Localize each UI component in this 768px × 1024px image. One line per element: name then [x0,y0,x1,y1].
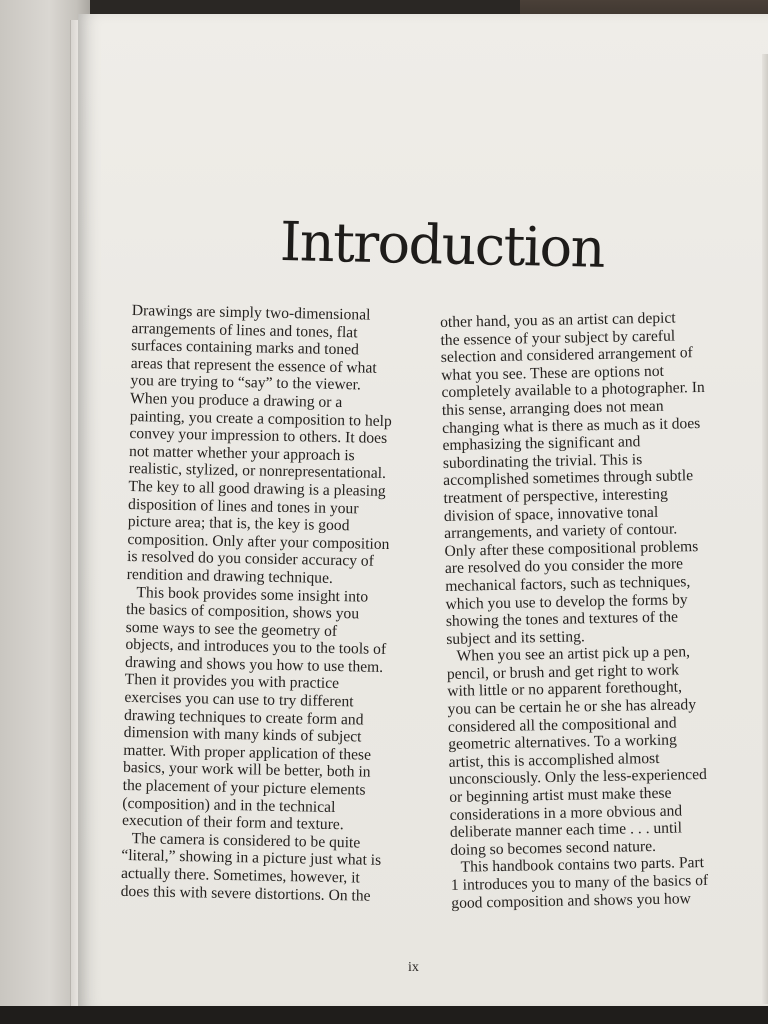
text-line: objects, and introduces you to the tools of [125,636,387,659]
text-line: Then it provides you with practice [124,671,340,693]
text-line: which you use to develop the forms by [445,590,688,613]
text-line: what you see. These are options not [441,362,665,384]
text-line: does this with severe distortions. On the [120,882,371,905]
text-line: arrangements, and variety of contour. [444,520,678,543]
text-line: subordinating the trivial. This is [442,450,643,472]
left-text-column [121,302,394,905]
text-line: the essence of your subject by careful [440,327,676,349]
text-line: mechanical factors, such as techniques, [445,573,691,595]
text-line: pencil, or brush and get right to work [446,661,680,683]
text-line: matter. With proper application of these [123,741,372,764]
text-line: This handbook contains two parts. Part [460,854,705,877]
text-line: composition. Only after your composition [127,530,390,553]
text-line: are resolved do you consider the more [444,555,684,578]
text-line: deliberate manner each time . . . until [449,819,683,842]
text-line: you are trying to “say” to the viewer. [130,372,361,394]
text-line: not matter whether your approach is [128,442,355,465]
text-line: completely available to a photographer. In [441,379,705,402]
text-line: arrangements of lines and tones, flat [131,319,358,341]
text-line: This book provides some insight into [136,583,369,606]
text-line: unconsciously. Only the less-experienced [448,766,708,789]
text-line: considered all the compositional and [447,714,677,736]
text-line: The camera is considered to be quite [131,829,361,852]
text-line: division of space, innovative tonal [443,503,659,525]
text-line: you can be certain he or she has already [447,696,697,718]
text-line: selection and considered arrangement of [440,344,693,367]
text-line: picture area; that is, the key is good [127,513,350,535]
text-line: rendition and drawing technique. [126,565,334,587]
page-right-edge [762,54,768,1004]
text-line: (composition) and in the technical [122,794,336,816]
text-line: dimension with many kinds of subject [123,724,362,746]
text-line: surfaces containing marks and toned [130,337,360,359]
chapter-title: Introduction [279,210,605,280]
text-line: other hand, you as an artist can depict [440,309,676,331]
text-line: changing what is there as much as it does [442,414,701,437]
text-line: or beginning artist must make these [449,784,672,806]
text-line: exercises you can use to try different [124,688,354,711]
text-line: emphasizing the significant and [442,433,641,455]
text-line: painting, you create a composition to help [129,407,392,430]
text-line: is resolved do you consider accuracy of [126,548,375,571]
text-line: convey your impression to others. It does [129,425,388,448]
text-line: considerations in a more obvious and [449,802,683,824]
text-line: with little or no apparent forethought, [447,678,683,701]
text-line: areas that represent the essence of what [130,354,377,377]
text-line: doing so becomes second nature. [450,837,657,859]
text-line: showing the tones and textures of the [445,608,679,631]
text-line: disposition of lines and tones in your [127,495,359,517]
text-line: 1 introduces you to many of the basics of [450,871,709,894]
text-line: subject and its setting. [446,627,585,648]
text-line: treatment of perspective, interesting [443,485,668,507]
text-line: The key to all good drawing is a pleasing [128,477,386,500]
text-line: Drawings are simply two-dimensional [131,302,371,324]
text-line: the basics of composition, shows you [125,601,360,623]
text-line: When you produce a drawing or a [129,389,343,412]
text-line: good composition and shows you how [451,889,691,912]
text-line: Only after these compositional problems [444,537,699,560]
book-page [78,14,768,1010]
text-line: basics, your work will be better, both in [122,759,371,782]
text-line: artist, this is accomplished almost [448,749,660,771]
text-line: drawing and shows you how to use them. [124,653,384,676]
text-line: actually there. Sometimes, however, it [120,864,360,887]
text-line: accomplished sometimes through subtle [443,467,694,490]
text-line: When you see an artist pick up a pen, [456,643,691,666]
text-line: geometric alternatives. To a working [448,731,677,754]
text-line: drawing techniques to create form and [123,706,364,729]
text-line: execution of their form and texture. [121,812,344,834]
text-line: this sense, arranging does not mean [441,397,664,419]
text-line: the placement of your picture elements [122,776,366,799]
page-number: ix [408,960,419,975]
text-line: realistic, stylized, or nonrepresentational. [128,460,387,483]
text-line: some ways to see the geometry of [125,618,338,640]
right-text-column [440,309,715,912]
text-line: “literal,” showing in a picture just what is [121,847,382,870]
table-surface [0,1006,768,1024]
